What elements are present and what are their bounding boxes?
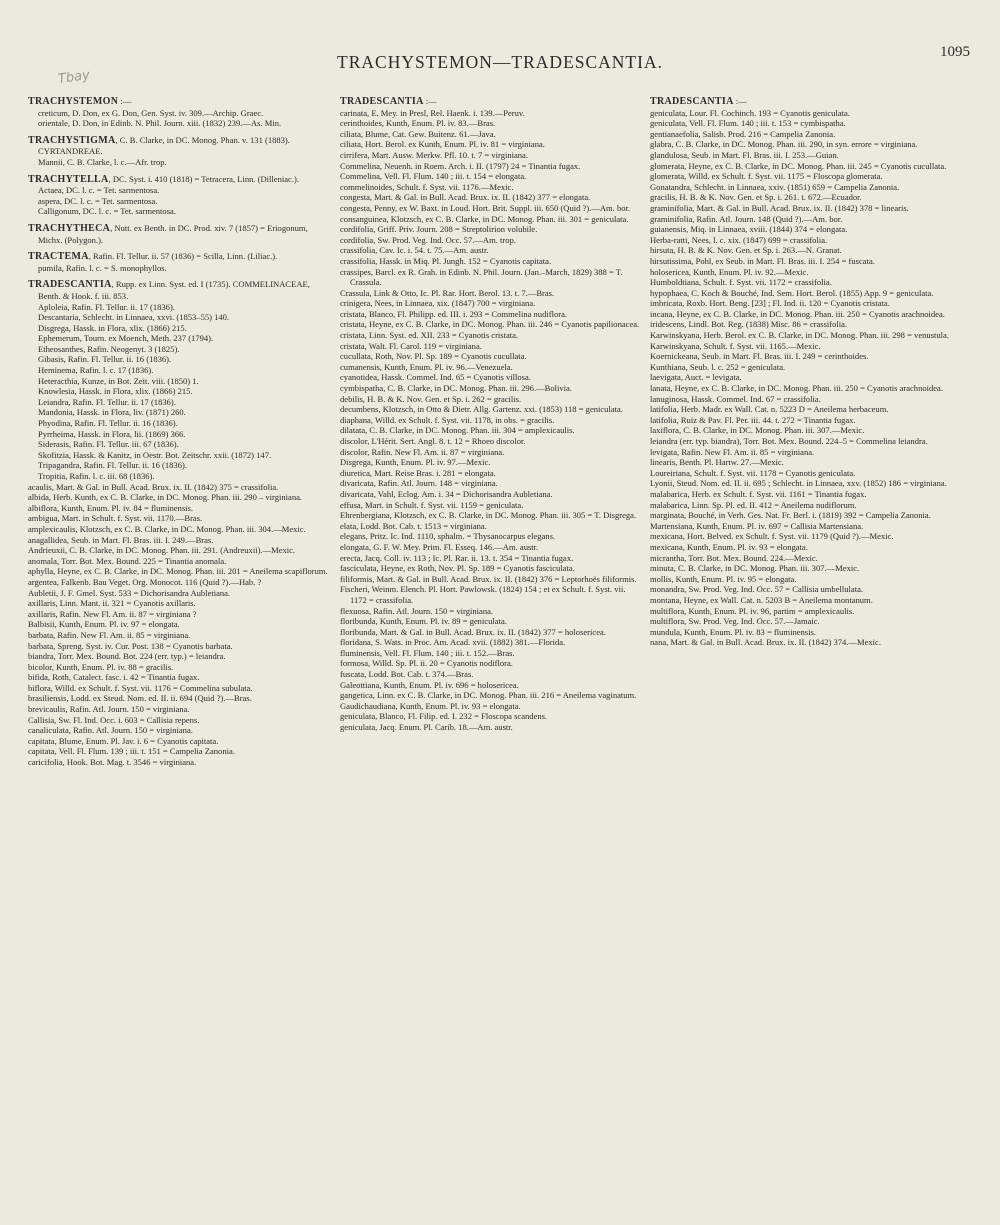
index-entry: argentea, Falkenb. Bau Veget. Org. Monocot. 116 (Quid ?).—Hab. ? <box>28 576 262 587</box>
index-entry: incana, Heyne, ex C. B. Clarke, in DC. Monog. Phan. iii. 250 = Cyanotis arachnoidea. <box>650 308 945 319</box>
index-entry: cucullata, Roth, Nov. Pl. Sp. 189 = Cyanotis cucullata. <box>340 351 527 362</box>
genus-name: TRADESCANTIA <box>340 96 424 107</box>
index-entry: erecta, Jacq. Coll. iv. 113 ; Ic. Pl. Rar. ii. 13. t. 354 = Tinantia fugax. <box>340 552 574 563</box>
index-entry: Pyrrheima, Hassk. in Flora, lii. (1869) 366. <box>38 428 186 439</box>
index-entry: biandra, Torr. Mex. Bound. Bot. 224 (err. typ.) = leiandra. <box>28 651 226 662</box>
index-entry: orientale, D. Don, in Edinb. N. Phil. Journ. xiii. (1832) 239.—As. Min. <box>38 118 282 129</box>
index-entry: decumbens, Klotzsch, in Otto & Dietr. Allg. Gartenz. xxi. (1853) 118 = geniculata. <box>340 404 623 415</box>
genus-name: TRACHYSTEMON <box>28 96 119 107</box>
index-entry: multiflora, Sw. Prod. Veg. Ind. Occ. 57.—Jamaic. <box>650 616 820 627</box>
index-entry: geniculata, Jacq. Enum. Pl. Carib. 18.—Am. austr. <box>340 722 513 733</box>
index-entry: Ephemerum, Tourn. ex Moench, Meth. 237 (1794). <box>38 333 214 344</box>
index-entry: Commelina, Vell. Fl. Flum. 140 ; iii. t. 154 = elongata. <box>340 171 527 182</box>
index-entry: Aploleia, Rafin. Fl. Tellur. ii. 17 (1836). <box>38 301 175 312</box>
index-entry: floribunda, Mart. & Gal. in Bull. Acad. Brux. ix. II. (1842) 377 = holosericea. <box>340 626 606 637</box>
index-entry: anomala, Torr. Bot. Mex. Bound. 225 = Tinantia anomala. <box>28 555 227 566</box>
index-entry: Disgrega, Kunth, Enum. Pl. iv. 97.—Mexic. <box>340 457 491 468</box>
index-entry: cristata, Heyne, ex C. B. Clarke, in DC. Monog. Phan. iii. 246 = Cyanotis papilionacea. <box>340 319 640 330</box>
genus-heading: TRACTEMA, Rafin. Fl. Tellur. ii. 57 (1836) = Scilla, Linn. (Liliac.). <box>28 251 278 263</box>
index-entry: mundula, Kunth, Enum. Pl. iv. 83 = fluminensis. <box>650 626 816 637</box>
index-entry: carinata, E. Mey. in Presl, Rel. Haenk. i. 139.—Peruv. <box>340 107 525 118</box>
index-entry: Calligonum, DC. l. c. = Tet. sarmentosa. <box>38 206 176 217</box>
index-entry: Mannii, C. B. Clarke, l. c.—Afr. trop. <box>38 156 167 167</box>
index-entry: cerinthoides, Kunth, Enum. Pl. iv. 83.—Bras. <box>340 118 496 129</box>
index-entry: axillaris, Linn. Mant. ii. 321 = Cyanotis axillaris. <box>28 598 196 609</box>
index-entry: aspera, DC. l. c. = Tet. sarmentosa. <box>38 195 158 206</box>
index-entry: minuta, C. B. Clarke, in DC. Monog. Phan. iii. 307.—Mexic. <box>650 563 860 574</box>
index-entry: Crassula, Link & Otto, Ic. Pl. Rar. Hort. Berol. 13. t. 7.—Bras. <box>340 287 555 298</box>
index-entry: fuscata, Lodd. Bot. Cab. t. 374.—Bras. <box>340 669 474 680</box>
index-entry: barbata, Spreng. Syst. iv. Cur. Post. 138 = Cyanotis barbata. <box>28 640 233 651</box>
genus-heading: TRADESCANTIA :— <box>340 96 437 107</box>
index-entry: ambigua, Mart. in Schult. f. Syst. vii. 1170.—Bras. <box>28 513 203 524</box>
index-entry: debilis, H. B. & K. Nov. Gen. et Sp. i. 262 = gracilis. <box>340 393 522 404</box>
index-entry: dilatata, C. B. Clarke, in DC. Monog. Phan. iii. 304 = amplexicaulis. <box>340 425 575 436</box>
index-entry: ciliata, Hort. Berol. ex Kunth, Enum. Pl. iv. 81 = virginiana. <box>340 139 545 150</box>
index-entry: Loureiriana, Schult. f. Syst. vii. 1178 = Cyanotis geniculata. <box>650 467 856 478</box>
index-entry: cordifolia, Griff. Priv. Journ. 208 = Streptolirion volubile. <box>340 224 538 235</box>
index-entry: marginata, Bouché, in Verh. Ges. Nat. Fr. Berl. i. (1819) 392 = Campelia Zanonia. <box>650 510 931 521</box>
index-entry: Karwinskyana, Schult. f. Syst. vii. 1165.—Mexic. <box>650 340 821 351</box>
index-entry: aphylla, Heyne, ex C. B. Clarke, in DC. Monog. Phan. iii. 201 = Aneilema scapiflorum. <box>28 566 328 577</box>
index-entry: Disgrega, Hassk. in Flora, xlix. (1866) 215. <box>38 322 187 333</box>
index-entry: cristata, Walt. Fl. Carol. 119 = virginiana. <box>340 340 482 351</box>
index-entry: biflora, Willd. ex Schult. f. Syst. vii. 1176 = Commelina subulata. <box>28 682 253 693</box>
index-entry: cymbispatha, C. B. Clarke, in DC. Monog. Phan. iii. 296.—Bolivia. <box>340 383 572 394</box>
index-entry: capitata, Blume, Enum. Pl. Jav. i. 6 = Cyanotis capitata. <box>28 735 219 746</box>
index-entry: brevicaulis, Rafin. Atl. Journ. 150 = virginiana. <box>28 704 190 715</box>
index-entry: creticum, D. Don, ex G. Don, Gen. Syst. iv. 309.—Archip. Graec. <box>38 107 264 118</box>
index-entry: cirrifera, Mart. Ausw. Merkw. Pfl. 10. t. 7 = virginiana. <box>340 149 528 160</box>
genus-heading: TRADESCANTIA, Rupp. ex Linn. Syst. ed. I (1735). COMMELINACEAE, Benth. & Hook. f. iii. 853. <box>28 279 310 301</box>
index-entry: bifida, Roth, Catalect. fasc. i. 42 = Tinantia fugax. <box>28 672 200 683</box>
index-entry: cordifolia, Sw. Prod. Veg. Ind. Occ. 57.—Am. trop. <box>340 234 516 245</box>
index-entry: gracilis, H. B. & K. Nov. Gen. et Sp. i. 261. t. 672.—Ecuador. <box>650 192 862 203</box>
index-entry: mexicana, Kunth, Enum. Pl. iv. 93 = elongata. <box>650 541 808 552</box>
index-entry: axillaris, Rafin. New Fl. Am. ii. 87 = virginiana ? <box>28 608 197 619</box>
index-entry: divaricata, Rafin. Atl. Journ. 148 = virginiana. <box>340 478 498 489</box>
index-entry: glabra, C. B. Clarke, in DC. Monog. Phan. iii. 290, in syn. errore = virginiana. <box>650 139 918 150</box>
genus-name: TRACHYTHECA <box>28 222 111 234</box>
index-entry: glandulosa, Seub. in Mart. Fl. Bras. iii. I. 253.—Guian. <box>650 149 839 160</box>
index-entry: geniculata, Vell. Fl. Flum. 140 ; iii. t. 153 = cymbispatha. <box>650 118 846 129</box>
index-entry: anagallidea, Seub. in Mart. Fl. Bras. iii. I. 249.—Bras. <box>28 534 214 545</box>
index-entry: Leiandra, Rafin. Fl. Tellur. ii. 17 (1836). <box>38 396 176 407</box>
index-entry: congesta, Penny, ex W. Baxt. in Loud. Hort. Brit. Suppl. iii. 650 (Quid ?).—Am. bor. <box>340 202 631 213</box>
index-entry: Siderasis, Rafin. Fl. Tellur. iii. 67 (1836). <box>38 439 179 450</box>
index-entry: gentianaefolia, Salisb. Prod. 216 = Campelia Zanonia. <box>650 128 836 139</box>
index-entry: Gonatandra, Schlecht. in Linnaea, xxiv. (1851) 659 = Campelia Zanonia. <box>650 181 900 192</box>
index-entry: malabarica, Herb. ex Schult. f. Syst. vii. 1161 = Tinantia fugax. <box>650 488 867 499</box>
genus-name: TRADESCANTIA <box>28 279 112 291</box>
index-entry: diaphana, Willd. ex Schult. f. Syst. vii. 1178, in obs. = gracilis. <box>340 414 555 425</box>
index-entry: Herba-ratti, Nees, l. c. xix. (1847) 699 = crassifolia. <box>650 234 828 245</box>
index-entry: Galeottiana, Kunth, Enum. Pl. iv. 696 = holosericea. <box>340 679 519 690</box>
index-entry: commelinoides, Schult. f. Syst. vii. 1176.—Mexic. <box>340 181 514 192</box>
index-entry: filiformis, Mart. & Gal. in Bull. Acad. Brux. ix. II. (1842) 376 = Leptorhoës filiformis. <box>340 573 637 584</box>
index-entry: Knowlesia, Hassk. in Flora, xlix. (1866) 215. <box>38 386 193 397</box>
index-entry: Karwinskyana, Herb. Berol. ex C. B. Clarke, in DC. Monog. Phan. iii. 298 = venustula. <box>650 330 949 341</box>
index-entry: Etheosanthes, Rafin. Neogenyt. 3 (1825). <box>38 343 180 354</box>
index-entry: Humboldtiana, Schult. f. Syst. vii. 1172 = crassifolia. <box>650 277 832 288</box>
index-entry: discolor, Rafin. New Fl. Am. ii. 87 = virginiana. <box>340 446 505 457</box>
index-entry: laxiflora, C. B. Clarke, in DC. Monog. Phan. iii. 307.—Mexic. <box>650 425 865 436</box>
index-entry: Aubletii, J. F. Gmel. Syst. 533 = Dichorisandra Aubletiana. <box>28 587 231 598</box>
index-entry: Andrieuxii, C. B. Clarke, in DC. Monog. Phan. iii. 291. (Andreuxii).—Mexic. <box>28 545 296 556</box>
page-number: 1095 <box>940 44 970 60</box>
index-entry: crinigera, Nees, in Linnaea, xix. (1847) 700 = virginiana. <box>340 298 536 309</box>
index-entry: Callisia, Sw. Fl. Ind. Occ. i. 603 = Callisia repens. <box>28 714 200 725</box>
index-entry: Kunthiana, Seub. l. c. 252 = geniculata. <box>650 361 786 372</box>
index-entry: capitata, Vell. Fl. Flum. 139 ; iii. t. 151 = Campelia Zanonia. <box>28 746 235 757</box>
index-entry: flexuosa, Rafin. Atl. Journ. 150 = virginiana. <box>340 605 494 616</box>
index-entry: Martensiana, Kunth, Enum. Pl. iv. 697 = Callisia Martensiana. <box>650 520 864 531</box>
index-entry: Heminema, Rafin. l. c. 17 (1836). <box>38 365 154 376</box>
index-entry: imbricata, Roxb. Hort. Beng. [23] ; Fl. Ind. ii. 120 = Cyanotis cristata. <box>650 298 890 309</box>
index-entry: bicolor, Kunth, Enum. Pl. iv. 88 = gracilis. <box>28 661 174 672</box>
index-entry: diuretica, Mart. Reise Bras. i. 281 = elongata. <box>340 467 496 478</box>
column-right <box>650 96 950 1176</box>
index-entry: cristata, Linn. Syst. ed. XII. 233 = Cyanotis cristata. <box>340 330 519 341</box>
index-entry: malabarica, Linn. Sp. Pl. ed. II. 412 = Aneilema nudiflorum. <box>650 499 857 510</box>
index-entry: cumanensis, Kunth, Enum. Pl. iv. 96.—Venezuela. <box>340 361 513 372</box>
index-entry: levigata, Rafin. New Fl. Am. ii. 85 = virginiana. <box>650 446 815 457</box>
index-entry: amplexicaulis, Klotzsch, ex C. B. Clarke, in DC. Monog. Phan. iii. 304.—Mexic. <box>28 523 306 534</box>
index-entry: montana, Heyne, ex Wall. Cat. n. 5203 B = Aneilema montanum. <box>650 594 873 605</box>
index-entry: mexicana, Hort. Belved. ex Schult. f. Syst. vii. 1179 (Quid ?).—Mexic. <box>650 531 894 542</box>
index-entry: Commelina, Neuenh. in Roem. Arch. i. II. (1797) 24 = Tinantia fugax. <box>340 160 581 171</box>
index-entry: Phyodina, Rafin. Fl. Tellur. ii. 16 (1836). <box>38 418 178 429</box>
index-entry: graminifolia, Rafin. Atl. Journ. 148 (Quid ?).—Am. bor. <box>650 213 843 224</box>
index-entry: canaliculata, Rafin. Atl. Journ. 150 = virginiana. <box>28 725 193 736</box>
index-entry: lanata, Heyne, ex C. B. Clarke, in DC. Monog. Phan. iii. 250 = Cyanotis arachnoidea. <box>650 383 943 394</box>
index-entry: hypophaea, C. Koch & Bouché, Ind. Sem. Hort. Berol. (1855) App. 9 = geniculata. <box>650 287 934 298</box>
index-entry: ciliata, Blume, Cat. Gew. Buitenz. 61.—Java. <box>340 128 496 139</box>
index-entry: formosa, Willd. Sp. Pl. ii. 20 = Cyanotis nodiflora. <box>340 658 513 669</box>
index-entry: linearis, Benth. Pl. Hartw. 27.—Mexic. <box>650 457 784 468</box>
index-entry: Tropitia, Rafin. l. c. iii. 68 (1836). <box>38 471 155 481</box>
index-entry: guianensis, Miq. in Linnaea, xviii. (1844) 374 = elongata. <box>650 224 848 235</box>
index-entry: elongata, G. F. W. Mey. Prim. Fl. Esseq. 146.—Am. austr. <box>340 541 539 552</box>
index-entry: Gaudichaudiana, Kunth, Enum. Pl. iv. 93 = elongata. <box>340 700 521 711</box>
pencil-annotation: Tbay <box>57 67 91 88</box>
index-entry: fluminensis, Vell. Fl. Flum. 140 ; iii. t. 152.—Bras. <box>340 647 515 658</box>
genus-heading: TRACHYSTEMON :— <box>28 96 132 107</box>
index-entry: laevigata, Auct. = levigata. <box>650 372 742 383</box>
index-entry: consanguinea, Klotzsch, ex C. B. Clarke, in DC. Monog. Phan. iii. 301 = geniculata. <box>340 213 629 224</box>
index-entry: floridana, S. Wats. in Proc. Am. Acad. xvii. (1882) 381.—Florida. <box>340 637 566 648</box>
index-entry: crassifolia, Cav. Ic. i. 54. t. 75.—Am. austr. <box>340 245 489 256</box>
index-entry: fasciculata, Heyne, ex Roth, Nov. Pl. Sp. 189 = Cyanotis fasciculata. <box>340 563 575 574</box>
index-entry: Koernickeana, Seub. in Mart. Fl. Bras. iii. I. 249 = cerinthoides. <box>650 351 869 362</box>
index-entry: Fischeri, Weinm. Elench. Pl. Hort. Pawlowsk. (1824) 154 ; et ex Schult. f. Syst. vii. 1172 = crassifolia. <box>340 584 626 605</box>
index-entry: latifolia, Herb. Madr. ex Wall. Cat. n. 5223 D = Aneilema herbaceum. <box>650 404 889 415</box>
index-entry: hirsutissima, Pohl, ex Seub. in Mart. Fl. Bras. iii. I. 254 = fuscata. <box>650 255 875 266</box>
index-entry: Skofitzia, Hassk. & Kanitz, in Oestr. Bot. Zeitschr. xxii. (1872) 147. <box>38 449 272 460</box>
index-entry: glomerata, Willd. ex Schult. f. Syst. vii. 1175 = Floscopa glomerata. <box>650 171 883 182</box>
index-entry: Lyonii, Steud. Nom. ed. II. ii. 695 ; Schlecht. in Linnaea, xxv. (1852) 186 = virginiana. <box>650 478 947 489</box>
index-entry: monandra, Sw. Prod. Veg. Ind. Occ. 57 = Callisia umbellulata. <box>650 584 863 595</box>
index-entry: Tripagandra, Rafin. Fl. Tellur. ii. 16 (1836). <box>38 460 187 471</box>
index-entry: crassifolia, Hassk. in Miq. Pl. Jungh. 152 = Cyanotis capitata. <box>340 255 552 266</box>
index-entry: barbata, Rafin. New Fl. Am. ii. 85 = virginiana. <box>28 629 191 640</box>
genus-heading: TRACHYTELLA, DC. Syst. i. 410 (1818) = Tetracera, Linn. (Dilleniac.). <box>28 173 299 185</box>
index-entry: Actaea, DC. l. c. = Tet. sarmentosa. <box>38 185 160 196</box>
index-entry: multiflora, Kunth, Enum. Pl. iv. 96, partim = amplexicaulis. <box>650 605 855 616</box>
genus-name: TRACHYSTIGMA <box>28 134 116 146</box>
index-entry: hirsuta, H. B. & K. Nov. Gen. et Sp. i. 263.—N. Granat. <box>650 245 842 256</box>
index-entry: Heteracthia, Kunze, in Bot. Zeit. viii. (1850) 1. <box>38 375 199 386</box>
index-entry: lanuginosa, Hassk. Commel. Ind. 67 = crassifolia. <box>650 393 821 404</box>
index-entry: geniculata, Lour. Fl. Cochinch. 193 = Cyanotis geniculata. <box>650 107 850 118</box>
index-entry: elata, Lodd. Bot. Cab. t. 1513 = virginiana. <box>340 520 487 531</box>
index-entry: geniculata, Blanco, Fl. Filip. ed. I. 232 = Floscopa scandens. <box>340 711 548 722</box>
genus-name: TRACHYTELLA <box>28 173 109 185</box>
column-middle <box>340 96 640 1176</box>
index-entry: discolor, L'Hérit. Sert. Angl. 8. t. 12 = Rhoeo discolor. <box>340 436 526 446</box>
index-entry: Ehrenbergiana, Klotzsch, ex C. B. Clarke, in DC. Monog. Phan. iii. 305 = T. Disgrega. <box>340 510 637 521</box>
index-entry: mollis, Kunth, Enum. Pl. iv. 95 = elongata. <box>650 573 797 584</box>
index-entry: latifolia, Ruiz & Pav. Fl. Per. iii. 44. t. 272 = Tinantia fugax. <box>650 414 856 425</box>
index-entry: glomerata, Heyne, ex C. B. Clarke, in DC. Monog. Phan. iii. 245 = Cyanotis cucullata. <box>650 160 947 171</box>
index-entry: graminifolia, Mart. & Gal. in Bull. Acad. Brux. ix. II. (1842) 378 = linearis. <box>650 202 909 213</box>
index-entry: albida, Herb. Kunth, ex C. B. Clarke, in DC. Monog. Phan. iii. 290 – virginiana. <box>28 492 303 503</box>
genus-heading: TRACHYTHECA, Nutt. ex Benth. in DC. Prod. xiv. 7 (1857) = Eriogonum, Michx. (Polygon.). <box>28 222 308 245</box>
genus-heading: TRADESCANTIA :— <box>650 96 747 107</box>
genus-name: TRADESCANTIA <box>650 96 734 107</box>
index-entry: iridescens, Lindl. Bot. Reg. (1838) Misc. 86 = crassifolia. <box>650 319 848 330</box>
index-entry: congesta, Mart. & Gal. in Bull. Acad. Brux. ix. II. (1842) 377 = elongata. <box>340 192 591 203</box>
index-entry: Descantaria, Schlecht. in Linnaea, xxvi. (1853–55) 140. <box>38 312 230 323</box>
index-entry: cristata, Blanco, Fl. Philipp. ed. III. i. 293 = Commelina nudiflora. <box>340 308 568 319</box>
index-entry: caricifolia, Hook. Bot. Mag. t. 3546 = virginiana. <box>28 757 197 768</box>
index-entry: Mandonia, Hassk. in Flora, liv. (1871) 260. <box>38 407 186 418</box>
index-entry: crassipes, Barcl. ex R. Grah. in Edinb. N. Phil. Journ. (Jan.–March, 1829) 388 = T. Crassula. <box>340 266 623 288</box>
index-entry: elegans, Pritz. Ic. Ind. 1110, sphalm. = Thysanocarpus elegans. <box>340 531 556 542</box>
index-entry: micrantha, Torr. Bot. Mex. Bound. 224.—Mexic. <box>650 552 818 563</box>
index-entry: brasiliensis, Lodd. ex Steud. Nom. ed. II. ii. 694 (Quid ?).—Bras. <box>28 693 252 704</box>
index-entry: pumila, Rafin. l. c. = S. monophyllos. <box>38 262 167 273</box>
running-head: TRACHYSTEMON—TRADESCANTIA. <box>337 52 663 72</box>
index-entry: Balbisii, Kunth, Enum. Pl. iv. 97 = elongata. <box>28 619 180 630</box>
index-entry: albiflora, Kunth, Enum. Pl. iv. 84 = fluminensis. <box>28 502 193 513</box>
index-entry: holosericea, Kunth, Enum. Pl. iv. 92.—Mexic. <box>650 266 809 277</box>
index-entry: floribunda, Kunth, Enum. Pl. iv. 89 = geniculata. <box>340 616 507 627</box>
index-entry: effusa, Mart. in Schult. f. Syst. vii. 1159 = geniculata. <box>340 499 524 510</box>
index-entry: Gibasis, Rafin. Fl. Tellur. ii. 16 (1836). <box>38 354 172 365</box>
column-left <box>28 96 328 1176</box>
index-entry: cyanotidea, Hassk. Commel. Ind. 65 = Cyanotis villosa. <box>340 372 531 383</box>
index-entry: nana, Mart. & Gal. in Bull. Acad. Brux. ix. II. (1842) 374.—Mexic. <box>650 637 881 648</box>
genus-name: TRACTEMA <box>28 251 89 263</box>
index-entry: gangetica, Linn. ex C. B. Clarke, in DC. Monog. Phan. iii. 216 = Aneilema vaginatum. <box>340 690 637 701</box>
genus-heading: TRACHYSTIGMA, C. B. Clarke, in DC. Monog. Phan. v. 131 (1883). CYRTANDREAE. <box>28 134 290 157</box>
index-entry: leiandra (err. typ. biandra), Torr. Bot. Mex. Bound. 224–5 = Commelina leiandra. <box>650 436 928 446</box>
index-entry: acaulis, Mart. & Gal. in Bull. Acad. Brux. ix. II. (1842) 375 = crassifolia. <box>28 481 279 492</box>
index-entry: divaricata, Vahl, Eclog. Am. i. 34 = Dichorisandra Aubletiana. <box>340 488 553 499</box>
